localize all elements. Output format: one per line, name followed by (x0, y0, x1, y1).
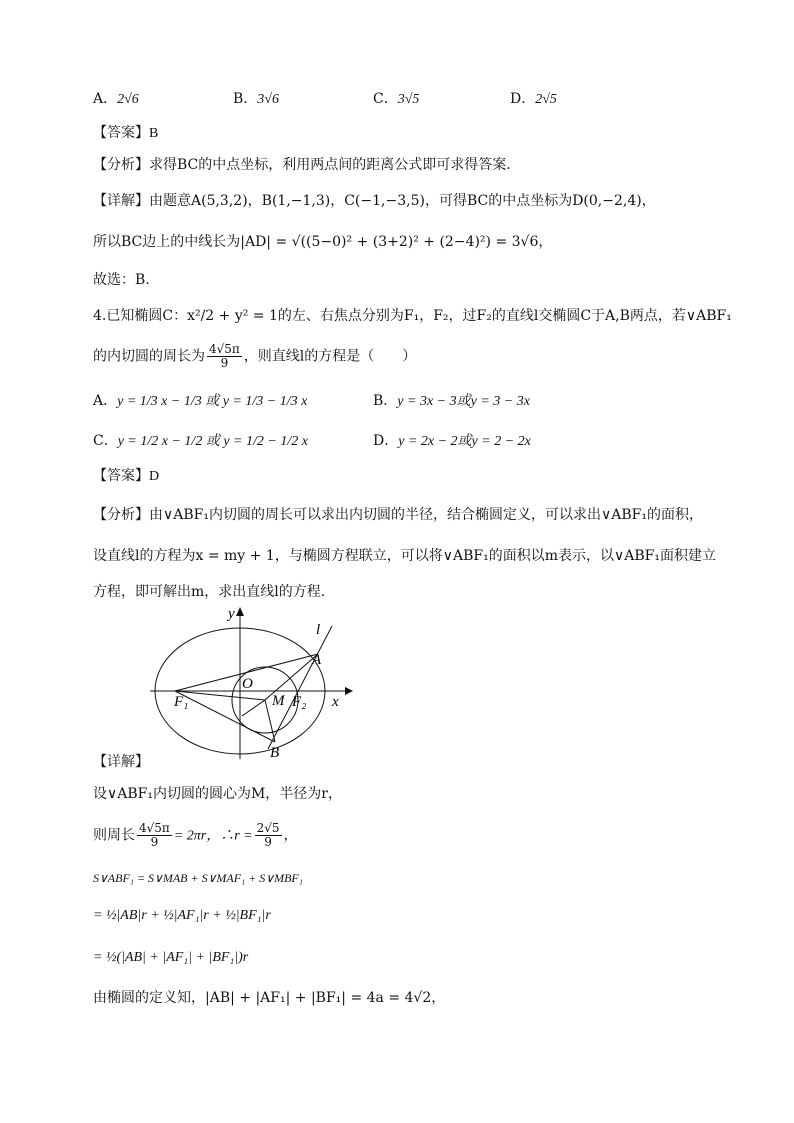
q4-analysis-line1: 【分析】由∨ABF₁内切圆的周长可以求出内切圆的半径，结合椭圆定义，可以求出∨ABF₁的面积， (93, 507, 703, 523)
q4-detail-tag: 【详解】 (93, 754, 149, 770)
label-f1: F₁ (174, 694, 189, 710)
q4-option-c: C．y = 1/2 x − 1/2 或 y = 1/2 − 1/2 x (93, 433, 308, 449)
q4-area-line1: S∨ABF₁ = S∨MAB + S∨MAF₁ + S∨MBF₁ (93, 871, 303, 885)
q3-answer: 【答案】B (93, 125, 159, 141)
q3-analysis: 【分析】求得BC的中点坐标，利用两点间的距离公式即可求得答案. (93, 157, 511, 173)
q3-option-b: B．3√6 (233, 91, 279, 107)
label-y: y (228, 606, 235, 622)
q4-analysis-line3: 方程，即可解出m，求出直线l的方程. (93, 584, 326, 600)
q4-ellipse-definition: 由椭圆的定义知，|AB| + |AF₁| + |BF₁| = 4a = 4√2， (93, 990, 446, 1006)
q3-detail: 【详解】由题意A(5,3,2)，B(1,−1,3)，C(−1,−3,5)，可得BC的中点坐标为D(0,−2,4)， (93, 193, 656, 209)
x-axis-arrow (345, 687, 353, 695)
q4-detail-line1: 设∨ABF₁内切圆的圆心为M，半径为r， (93, 786, 342, 802)
q3-conclusion: 故选：B. (93, 272, 150, 288)
ellipse-figure (140, 604, 370, 764)
radius-m-tangent (242, 700, 265, 716)
q3-median-length: 所以BC边上的中线长为|AD| = √((5−0)² + (3+2)² + (2−4)²) = 3√6， (93, 234, 553, 250)
q4-area-line3: = ½(|AB| + |AF₁| + |BF₁|)r (93, 950, 249, 965)
label-a: A (312, 652, 322, 668)
q3-option-c: C．3√5 (373, 91, 420, 107)
q3-option-d: D．2√5 (510, 91, 557, 107)
q3-option-a: A．2√6 (93, 91, 139, 107)
y-axis-arrow (236, 607, 244, 616)
radius-m-f1 (175, 691, 265, 700)
q4-detail-line2: 则周长 $\frac{4√5\pi}{9}$ = 2πr，∴r = $\frac{2√5}{9}$ ， (93, 821, 298, 849)
q4-answer: 【答案】D (93, 468, 160, 484)
q4-analysis-line2: 设直线l的方程为x = my + 1，与椭圆方程联立，可以将∨ABF₁的面积以m表示，以∨ABF₁面积建立 (93, 548, 716, 564)
label-l: l (316, 622, 321, 638)
label-f2: F₂ (292, 694, 307, 710)
label-x: x (332, 694, 339, 710)
q4-option-d: D．y = 2x − 2或y = 2 − 2x (373, 433, 531, 449)
line-l (268, 626, 332, 749)
segment-f1-b (175, 691, 275, 742)
q4-area-line2: = ½|AB|r + ½|AF₁|r + ½|BF₁|r (93, 908, 271, 923)
q4-stem-line2: 的内切圆的周长为 $\frac{4√5\pi}{9}$ ，则直线l的方程是（ ） (93, 342, 417, 370)
q4-stem-line1: 4.已知椭圆C：x²/2 + y² = 1的左、右焦点分别为F₁，F₂，过F₂的直线l交椭圆C于A,B两点，若∨ABF₁ (93, 308, 732, 324)
label-o: O (242, 676, 253, 692)
label-m: M (272, 693, 285, 709)
q4-option-a: A．y = 1/3 x − 1/3 或 y = 1/3 − 1/3 x (93, 393, 308, 409)
label-b: B (270, 745, 280, 761)
q4-option-b: B．y = 3x − 3或y = 3 − 3x (373, 393, 530, 409)
